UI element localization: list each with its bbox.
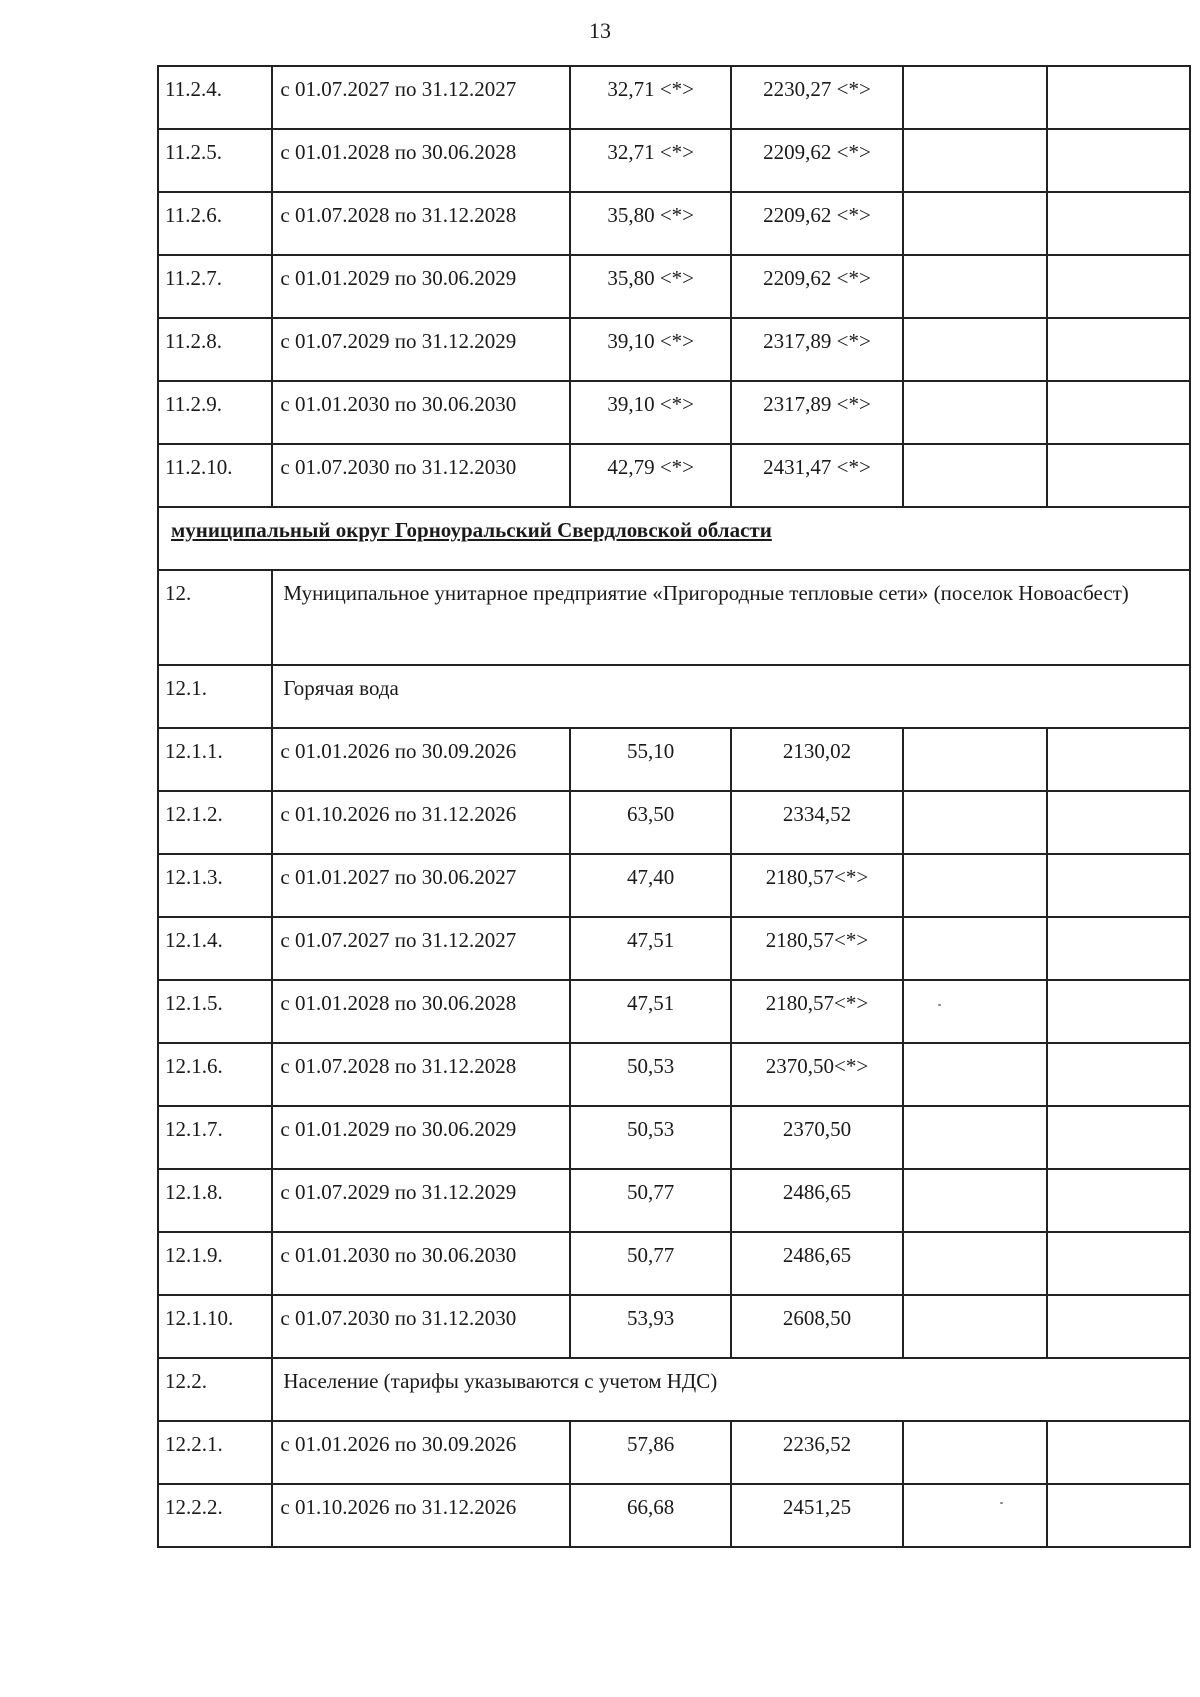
scan-speck <box>1000 1502 1003 1504</box>
row-number: 12.1.3. <box>158 854 272 917</box>
table-row <box>158 1421 1190 1484</box>
row-period: с 01.01.2026 по 30.09.2026 <box>272 1421 570 1484</box>
org-row <box>158 570 1190 665</box>
row-value-2: 2486,65 <box>731 1169 903 1232</box>
row-empty-cell <box>903 1295 1047 1358</box>
row-empty-cell <box>903 1232 1047 1295</box>
row-period: с 01.07.2029 по 31.12.2029 <box>272 318 570 381</box>
row-empty-cell <box>903 917 1047 980</box>
row-empty-cell <box>903 255 1047 318</box>
row-value-1: 50,53 <box>570 1106 731 1169</box>
row-empty-cell <box>1047 1043 1190 1106</box>
row-value-1: 63,50 <box>570 791 731 854</box>
row-value-1: 47,40 <box>570 854 731 917</box>
row-number: 11.2.10. <box>158 444 272 507</box>
row-value-1: 66,68 <box>570 1484 731 1547</box>
table-row <box>158 980 1190 1043</box>
row-empty-cell <box>903 318 1047 381</box>
table-row <box>158 1484 1190 1547</box>
table-row <box>158 1169 1190 1232</box>
row-value-1: 42,79 <*> <box>570 444 731 507</box>
row-period: с 01.07.2028 по 31.12.2028 <box>272 1043 570 1106</box>
row-value-1: 32,71 <*> <box>570 129 731 192</box>
row-empty-cell <box>1047 980 1190 1043</box>
row-number: 11.2.6. <box>158 192 272 255</box>
row-value-2: 2451,25 <box>731 1484 903 1547</box>
table-row <box>158 381 1190 444</box>
tariff-rows-11-2 <box>158 66 1190 507</box>
row-period: с 01.01.2030 по 30.06.2030 <box>272 381 570 444</box>
row-period: с 01.01.2028 по 30.06.2028 <box>272 129 570 192</box>
row-number: 11.2.4. <box>158 66 272 129</box>
group-block-population <box>158 1358 1190 1421</box>
org-number: 12. <box>158 570 272 665</box>
table-row <box>158 1043 1190 1106</box>
row-value-2: 2209,62 <*> <box>731 255 903 318</box>
row-empty-cell <box>1047 1106 1190 1169</box>
row-empty-cell <box>903 444 1047 507</box>
row-period: с 01.01.2029 по 30.06.2029 <box>272 1106 570 1169</box>
row-number: 12.1.2. <box>158 791 272 854</box>
row-value-2: 2317,89 <*> <box>731 381 903 444</box>
row-value-2: 2486,65 <box>731 1232 903 1295</box>
group-row-hot-water <box>158 665 1190 728</box>
row-period: с 01.01.2030 по 30.06.2030 <box>272 1232 570 1295</box>
row-period: с 01.10.2026 по 31.12.2026 <box>272 1484 570 1547</box>
row-number: 12.1.10. <box>158 1295 272 1358</box>
row-value-1: 47,51 <box>570 917 731 980</box>
section-row <box>158 507 1190 570</box>
row-number: 12.1.5. <box>158 980 272 1043</box>
group-title: Население (тарифы указываются с учетом НДС) <box>272 1358 1190 1421</box>
row-value-2: 2431,47 <*> <box>731 444 903 507</box>
row-value-1: 39,10 <*> <box>570 381 731 444</box>
tariff-rows-12-2 <box>158 1421 1190 1547</box>
table-row <box>158 444 1190 507</box>
row-number: 11.2.8. <box>158 318 272 381</box>
row-empty-cell <box>1047 791 1190 854</box>
row-value-1: 50,53 <box>570 1043 731 1106</box>
row-period: с 01.07.2027 по 31.12.2027 <box>272 66 570 129</box>
row-value-2: 2370,50<*> <box>731 1043 903 1106</box>
row-value-1: 35,80 <*> <box>570 255 731 318</box>
row-value-2: 2180,57<*> <box>731 980 903 1043</box>
row-empty-cell <box>903 728 1047 791</box>
group-number: 12.2. <box>158 1358 272 1421</box>
row-value-2: 2209,62 <*> <box>731 192 903 255</box>
row-period: с 01.10.2026 по 31.12.2026 <box>272 791 570 854</box>
row-empty-cell <box>903 854 1047 917</box>
page-number: 13 <box>589 18 611 43</box>
row-period: с 01.01.2029 по 30.06.2029 <box>272 255 570 318</box>
table-row <box>158 255 1190 318</box>
row-empty-cell <box>1047 381 1190 444</box>
row-empty-cell <box>1047 1421 1190 1484</box>
row-empty-cell <box>903 381 1047 444</box>
table-row <box>158 1106 1190 1169</box>
row-value-1: 39,10 <*> <box>570 318 731 381</box>
row-empty-cell <box>1047 192 1190 255</box>
table-row <box>158 917 1190 980</box>
row-empty-cell <box>1047 854 1190 917</box>
row-empty-cell <box>903 129 1047 192</box>
row-empty-cell <box>903 192 1047 255</box>
row-value-1: 50,77 <box>570 1232 731 1295</box>
row-value-2: 2370,50 <box>731 1106 903 1169</box>
table-row <box>158 1232 1190 1295</box>
table-row <box>158 129 1190 192</box>
row-number: 12.1.9. <box>158 1232 272 1295</box>
row-empty-cell <box>1047 1295 1190 1358</box>
row-period: с 01.07.2028 по 31.12.2028 <box>272 192 570 255</box>
row-number: 12.1.6. <box>158 1043 272 1106</box>
row-value-2: 2209,62 <*> <box>731 129 903 192</box>
row-value-1: 55,10 <box>570 728 731 791</box>
row-empty-cell <box>903 1043 1047 1106</box>
table-row <box>158 192 1190 255</box>
row-number: 11.2.7. <box>158 255 272 318</box>
org-name: Муниципальное унитарное предприятие «Пригородные тепловые сети» (поселок Новоасбест) <box>272 570 1190 665</box>
row-value-1: 32,71 <*> <box>570 66 731 129</box>
table-row <box>158 854 1190 917</box>
row-period: с 01.01.2027 по 30.06.2027 <box>272 854 570 917</box>
table-row <box>158 66 1190 129</box>
row-period: с 01.07.2030 по 31.12.2030 <box>272 444 570 507</box>
row-value-2: 2334,52 <box>731 791 903 854</box>
row-empty-cell <box>1047 318 1190 381</box>
row-number: 12.1.4. <box>158 917 272 980</box>
table-row <box>158 1295 1190 1358</box>
section-block <box>158 507 1190 728</box>
scan-speck <box>938 1004 941 1006</box>
row-empty-cell <box>903 66 1047 129</box>
row-period: с 01.07.2027 по 31.12.2027 <box>272 917 570 980</box>
row-empty-cell <box>903 1484 1047 1547</box>
row-number: 12.1.8. <box>158 1169 272 1232</box>
row-number: 12.1.1. <box>158 728 272 791</box>
row-value-2: 2180,57<*> <box>731 917 903 980</box>
row-empty-cell <box>1047 66 1190 129</box>
row-period: с 01.01.2026 по 30.09.2026 <box>272 728 570 791</box>
group-row-population <box>158 1358 1190 1421</box>
row-empty-cell <box>903 980 1047 1043</box>
tariff-table <box>157 65 1191 1548</box>
row-empty-cell <box>903 1169 1047 1232</box>
row-value-1: 35,80 <*> <box>570 192 731 255</box>
table-row <box>158 791 1190 854</box>
table-row <box>158 728 1190 791</box>
row-empty-cell <box>1047 1484 1190 1547</box>
group-number: 12.1. <box>158 665 272 728</box>
row-value-2: 2317,89 <*> <box>731 318 903 381</box>
row-period: с 01.07.2029 по 31.12.2029 <box>272 1169 570 1232</box>
row-empty-cell <box>903 791 1047 854</box>
row-value-2: 2608,50 <box>731 1295 903 1358</box>
row-period: с 01.07.2030 по 31.12.2030 <box>272 1295 570 1358</box>
row-value-2: 2180,57<*> <box>731 854 903 917</box>
row-empty-cell <box>1047 917 1190 980</box>
row-empty-cell <box>903 1106 1047 1169</box>
row-value-1: 57,86 <box>570 1421 731 1484</box>
row-number: 11.2.5. <box>158 129 272 192</box>
row-number: 12.2.1. <box>158 1421 272 1484</box>
row-empty-cell <box>1047 444 1190 507</box>
row-value-2: 2236,52 <box>731 1421 903 1484</box>
row-value-2: 2130,02 <box>731 728 903 791</box>
row-value-1: 47,51 <box>570 980 731 1043</box>
row-number: 12.1.7. <box>158 1106 272 1169</box>
table-row <box>158 318 1190 381</box>
row-value-1: 50,77 <box>570 1169 731 1232</box>
row-empty-cell <box>1047 728 1190 791</box>
row-empty-cell <box>1047 129 1190 192</box>
row-empty-cell <box>1047 255 1190 318</box>
row-period: с 01.01.2028 по 30.06.2028 <box>272 980 570 1043</box>
tariff-rows-12-1 <box>158 728 1190 1358</box>
row-number: 12.2.2. <box>158 1484 272 1547</box>
group-title: Горячая вода <box>272 665 1190 728</box>
row-empty-cell <box>1047 1169 1190 1232</box>
row-empty-cell <box>903 1421 1047 1484</box>
row-empty-cell <box>1047 1232 1190 1295</box>
row-value-2: 2230,27 <*> <box>731 66 903 129</box>
row-value-1: 53,93 <box>570 1295 731 1358</box>
section-title: муниципальный округ Горноуральский Свердловской области <box>158 507 1190 570</box>
row-number: 11.2.9. <box>158 381 272 444</box>
